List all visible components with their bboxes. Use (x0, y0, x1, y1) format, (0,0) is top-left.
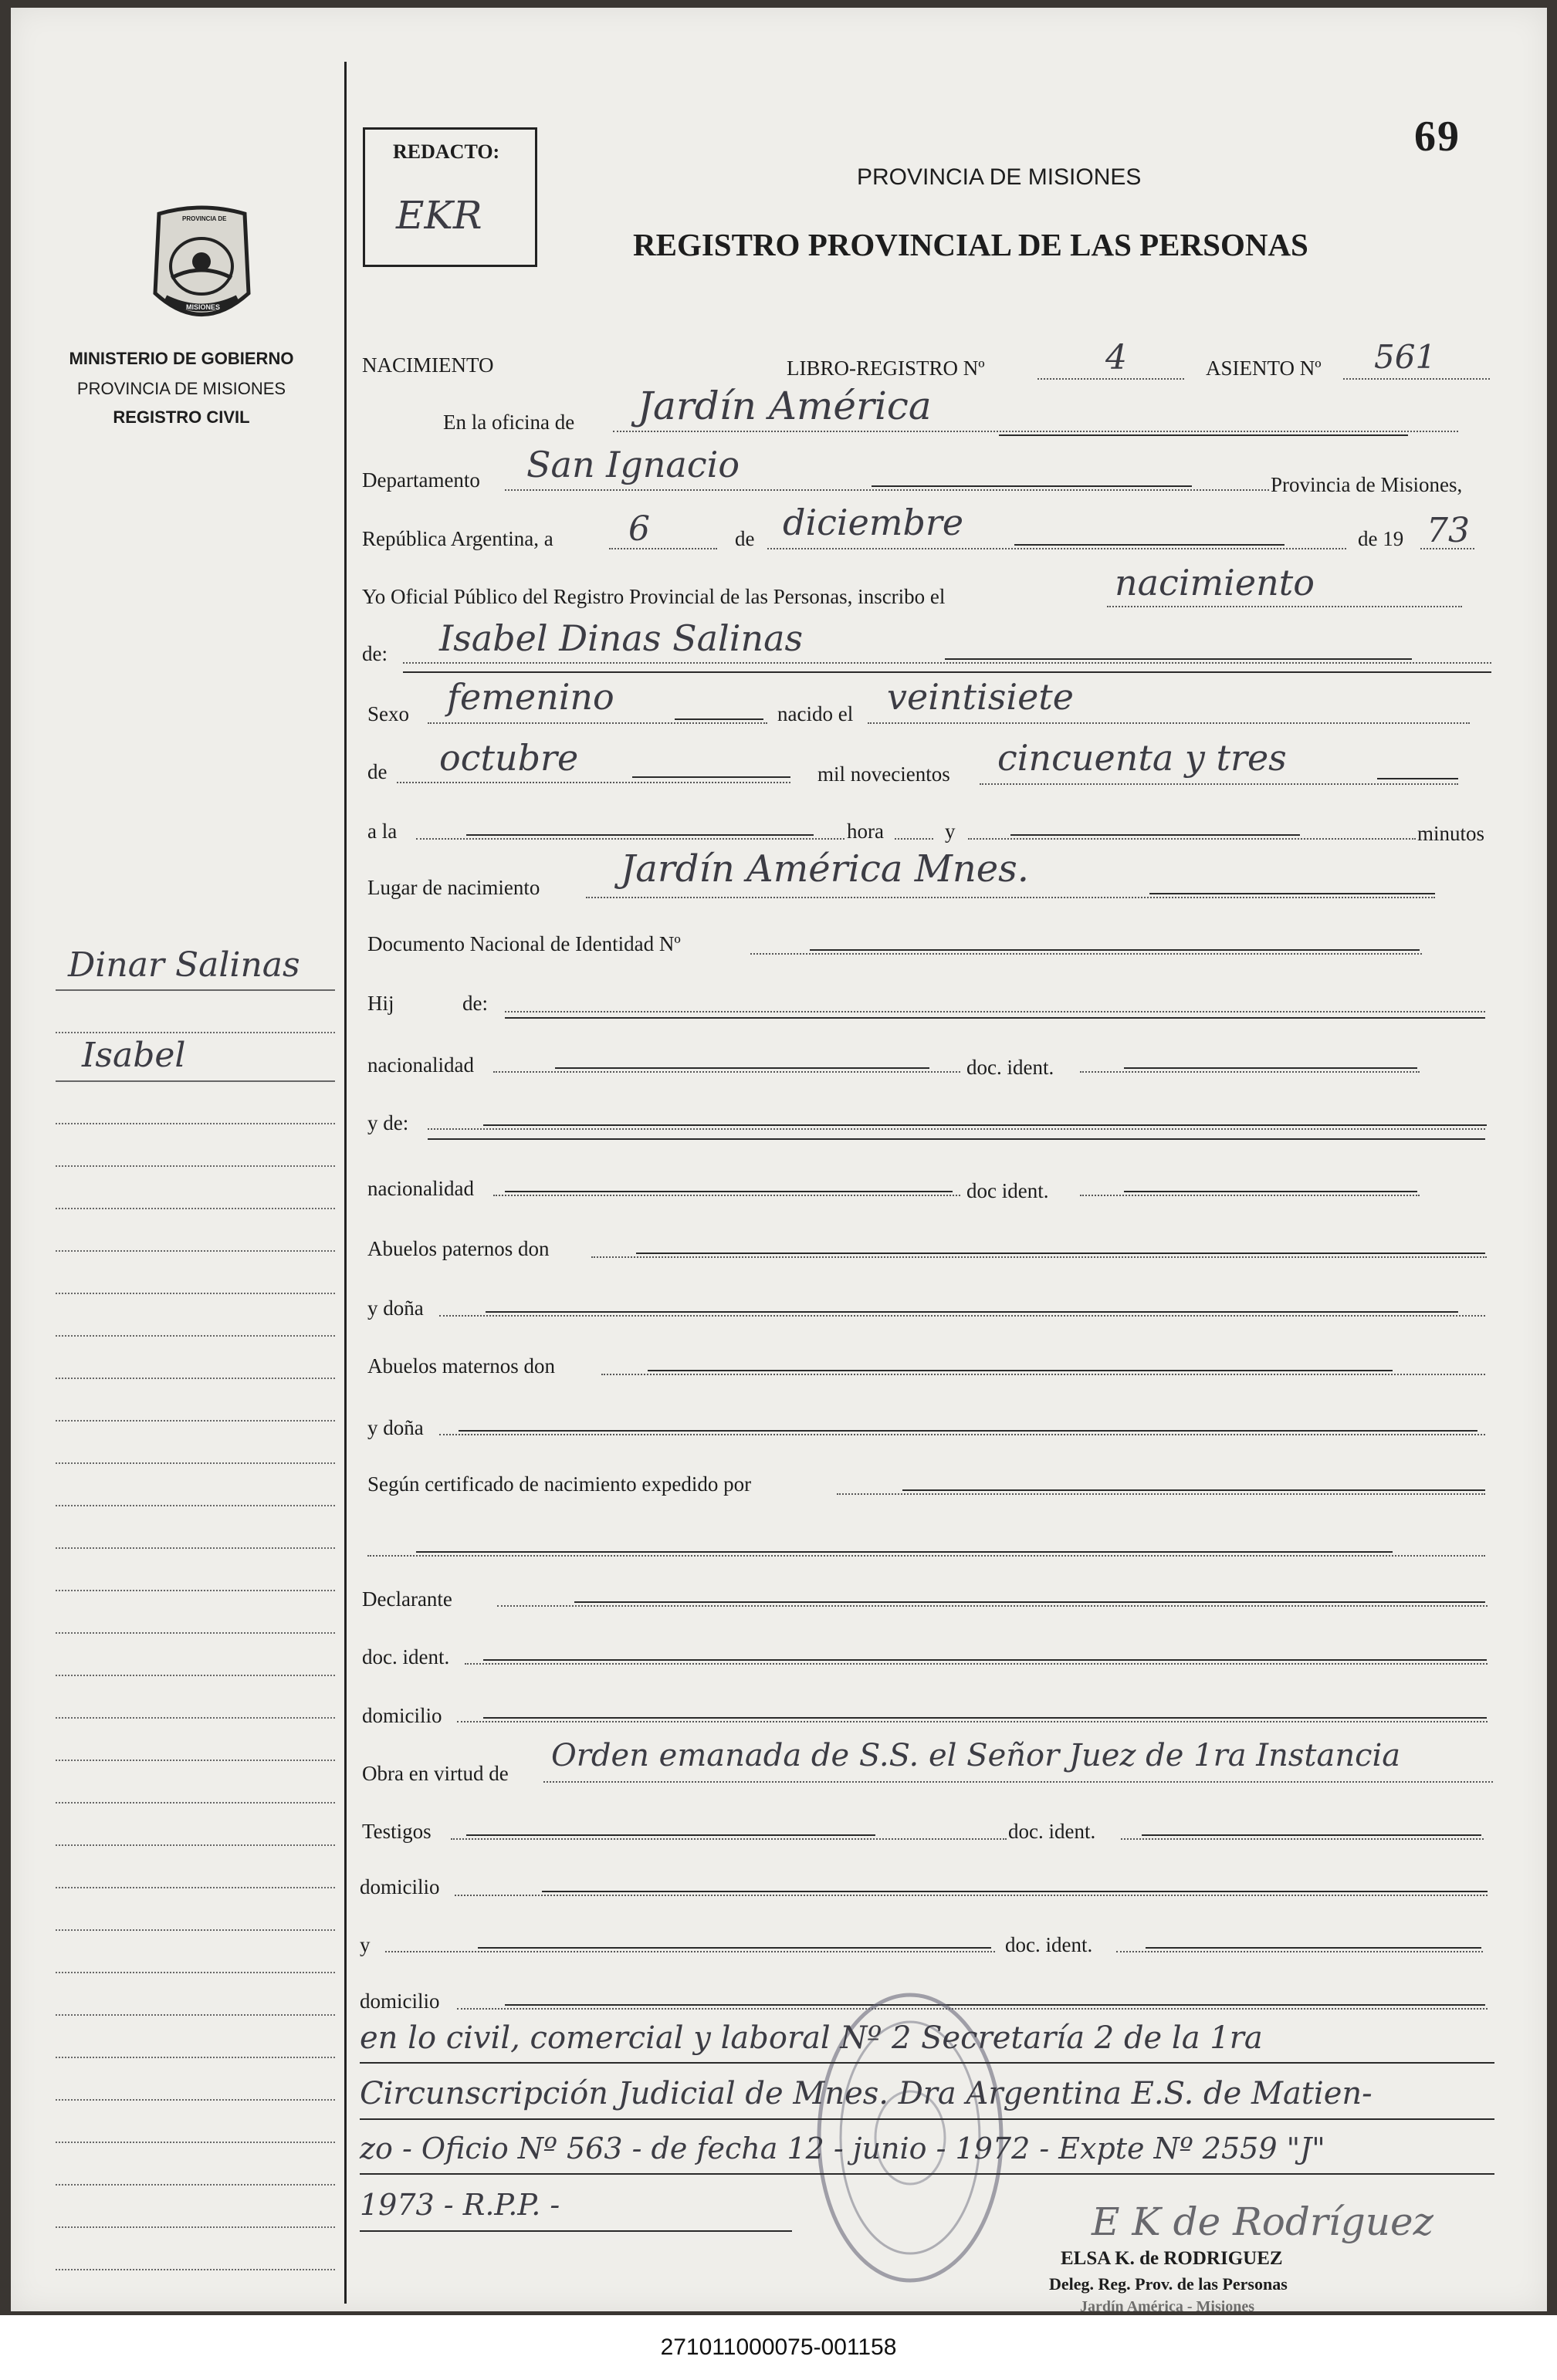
anio-value: 73 (1427, 511, 1470, 550)
signature-location: Jardín América - Misiones (1080, 2298, 1255, 2315)
docident4-label: doc. ident. (1008, 1820, 1096, 1843)
nacionalidad1-line (493, 1071, 960, 1073)
asiento-line (1343, 378, 1490, 380)
margin-rule (56, 1887, 335, 1888)
lugar-line (586, 897, 1435, 898)
nacido-line (868, 722, 1470, 724)
y2-label: y (360, 1933, 371, 1956)
document-page (11, 8, 1547, 2315)
domicilio3-label: domicilio (360, 1990, 440, 2013)
margin-given-name: Isabel (82, 1036, 186, 1075)
minutos-rule (1010, 834, 1300, 836)
continuation-rule-2 (360, 2118, 1494, 2120)
margin-rule (56, 2014, 335, 2016)
ydona1-rule (486, 1311, 1458, 1313)
y2-line (385, 1951, 995, 1952)
ydona2-line (439, 1434, 1485, 1435)
margin-rule (56, 1462, 335, 1464)
anio-nac-value: cincuenta y tres (997, 737, 1287, 779)
declarante-line (497, 1605, 1488, 1607)
margin-rule (56, 1929, 335, 1931)
margin-rule (56, 1844, 335, 1846)
margin-rule (56, 1293, 335, 1294)
margin-rule (56, 1802, 335, 1804)
lugar-label: Lugar de nacimiento (367, 876, 540, 899)
margin-rule (56, 2142, 335, 2143)
ministry-line-2: PROVINCIA DE MISIONES (76, 379, 286, 398)
margin-rule (56, 1505, 335, 1506)
margin-rule (56, 2269, 335, 2270)
hora-line-2 (895, 838, 933, 840)
mes-value: diciembre (783, 502, 964, 543)
ydona2-rule (459, 1430, 1477, 1432)
ydona2-label: y doña (367, 1416, 424, 1439)
abuelos-pat-line (591, 1256, 1487, 1258)
sexo-label: Sexo (367, 702, 409, 725)
de-nombre-label: de: (362, 642, 388, 665)
yde-label: y de: (367, 1111, 409, 1134)
footer-id: 271011000075-001158 (660, 2334, 897, 2360)
signature-name: ELSA K. de RODRIGUEZ (1061, 2248, 1283, 2269)
margin-rule (56, 1632, 335, 1634)
y2-rule (478, 1947, 991, 1949)
documento-rule (810, 949, 1420, 951)
signature-title: Deleg. Reg. Prov. de las Personas (1049, 2274, 1288, 2294)
continuation-rule-1 (360, 2062, 1494, 2064)
margin-rule (56, 1250, 335, 1252)
continuation-line-2: Circunscripción Judicial de Mnes. Dra Argentina E.S. de Matien- (360, 2076, 1373, 2111)
obra-label: Obra en virtud de (362, 1762, 509, 1785)
margin-rule (56, 2099, 335, 2101)
docident2-line (1080, 1195, 1420, 1196)
seal-bottom-text: MISIONES (186, 303, 221, 311)
seal-top-text: PROVINCIA DE (182, 215, 227, 222)
docident4-rule (1142, 1834, 1481, 1836)
sexo-rule (675, 718, 763, 720)
nacionalidad2-line (493, 1195, 960, 1196)
abuelos-pat-rule (636, 1253, 1485, 1254)
ministry-line-1: MINISTERIO DE GOBIERNO (69, 349, 294, 368)
footer-strip (0, 2315, 1557, 2380)
docident1-line (1080, 1071, 1420, 1073)
hij-rule (505, 1017, 1485, 1019)
continuation-line-4: 1973 - R.P.P. - (360, 2188, 560, 2222)
minutos-line (968, 838, 1416, 840)
hij-de-label: de: (462, 992, 488, 1015)
departamento-value: San Ignacio (526, 444, 740, 485)
lugar-rule (1149, 893, 1435, 894)
y-label: y (945, 820, 956, 843)
nombre-rule (945, 658, 1412, 660)
mes-nac-value: octubre (439, 737, 579, 779)
abuelos-mat-rule (648, 1370, 1393, 1371)
segun-rule-2 (416, 1551, 1393, 1553)
docident3-label: doc. ident. (362, 1645, 450, 1668)
yde-line (428, 1128, 1485, 1130)
segun-rule (902, 1489, 1485, 1491)
docident2-label: doc ident. (966, 1179, 1049, 1202)
de2-label: de (367, 760, 388, 783)
yde-rule-2 (428, 1138, 1485, 1140)
margin-rule (56, 2057, 335, 2058)
margin-rule (56, 1123, 335, 1124)
continuation-line-1: en lo civil, comercial y laboral Nº 2 Secretaría 2 de la 1ra (360, 2020, 1263, 2056)
ydona1-line (439, 1315, 1485, 1317)
mil-label: mil novecientos (817, 762, 950, 786)
provincia-label: Provincia de Misiones, (1271, 473, 1463, 496)
continuation-line-3: zo - Oficio Nº 563 - de fecha 12 - junio - 1972 - Expte Nº 2559 "J" (360, 2132, 1325, 2165)
docident5-line (1116, 1951, 1483, 1952)
domicilio1-line (457, 1721, 1488, 1722)
testigos-label: Testigos (362, 1820, 432, 1843)
domicilio2-line (455, 1895, 1488, 1896)
hora-label: hora (847, 820, 884, 843)
continuation-rule-3 (360, 2173, 1494, 2175)
docident1-label: doc. ident. (966, 1056, 1054, 1079)
registry-title: REGISTRO PROVINCIAL DE LAS PERSONAS (633, 227, 1308, 262)
segun-label: Según certificado de nacimiento expedido por (367, 1472, 752, 1496)
margin-rule (56, 1032, 335, 1033)
redacto-box (363, 127, 537, 267)
yde-rule (483, 1124, 1487, 1126)
testigos-line (451, 1838, 1007, 1840)
abuelos-mat-label: Abuelos maternos don (367, 1354, 555, 1378)
obra-line (543, 1781, 1493, 1783)
declarante-rule (574, 1601, 1485, 1603)
margin-rule (56, 1760, 335, 1761)
nacido-value: veintisiete (887, 676, 1074, 718)
margin-rule (56, 1208, 335, 1209)
continuation-rule-4 (360, 2230, 792, 2232)
de-label: de (735, 527, 755, 550)
margin-rule (56, 989, 335, 991)
lugar-value: Jardín América Mnes. (621, 847, 1030, 891)
margin-rule (56, 1080, 335, 1082)
margin-rule (56, 2184, 335, 2186)
testigos-rule (466, 1834, 875, 1836)
anio-nac-rule (1377, 778, 1458, 779)
margin-rule (56, 2226, 335, 2228)
margin-rule (56, 1335, 335, 1337)
nombre-rule-2 (403, 671, 1491, 673)
province-heading: PROVINCIA DE MISIONES (857, 164, 1142, 190)
hij-line (505, 1011, 1485, 1013)
departamento-rule (872, 485, 1192, 487)
docident5-rule (1146, 1947, 1481, 1949)
redacto-label: REDACTO: (393, 140, 500, 163)
nombre-value: Isabel Dinas Salinas (439, 617, 804, 659)
dia-line (609, 548, 717, 549)
oficina-line (613, 431, 1458, 432)
sexo-line (428, 722, 767, 724)
page-number: 69 (1414, 113, 1461, 161)
libro-line (1037, 378, 1184, 380)
segun-line (837, 1493, 1485, 1495)
oficina-label: En la oficina de (443, 411, 575, 434)
documento-line (750, 953, 1422, 955)
oficina-value: Jardín América (638, 384, 932, 428)
domicilio1-rule (483, 1717, 1487, 1719)
domicilio2-label: domicilio (360, 1875, 440, 1898)
margin-surname: Dinar Salinas (68, 945, 300, 985)
docident2-rule (1124, 1191, 1417, 1192)
libro-label: LIBRO-REGISTRO Nº (787, 357, 985, 380)
sexo-value: femenino (447, 676, 614, 718)
hora-rule (466, 834, 814, 836)
hora-line (416, 838, 845, 840)
docident4-line (1121, 1838, 1484, 1840)
docident3-line (465, 1663, 1488, 1665)
departamento-label: Departamento (362, 468, 480, 492)
oficial-line (1107, 606, 1462, 607)
de19-label: de 19 (1358, 527, 1404, 550)
hij-label: Hij (367, 992, 394, 1015)
docident3-rule (483, 1659, 1487, 1661)
obra-value: Orden emanada de S.S. el Señor Juez de 1ra Instancia (551, 1738, 1401, 1773)
asiento-label: ASIENTO Nº (1206, 357, 1322, 380)
libro-value: 4 (1105, 338, 1127, 377)
mes-line (767, 548, 1346, 549)
oficina-rule (999, 434, 1408, 436)
margin-rule (56, 1165, 335, 1167)
nacimiento-label: NACIMIENTO (362, 353, 494, 377)
margin-rule (56, 1547, 335, 1549)
ministry-line-3: REGISTRO CIVIL (113, 407, 250, 427)
nacionalidad1-label: nacionalidad (367, 1053, 474, 1077)
signature-handwritten: E K de Rodríguez (1092, 2199, 1433, 2244)
segun-line-2 (367, 1555, 1485, 1557)
margin-rule (56, 1420, 335, 1422)
minutos-label: minutos (1417, 822, 1485, 845)
abuelos-mat-line (601, 1374, 1485, 1375)
departamento-line (505, 489, 1269, 491)
provincial-seal (142, 205, 262, 332)
asiento-value: 561 (1374, 338, 1437, 376)
coat-of-arms-icon (142, 205, 262, 332)
nacido-label: nacido el (777, 702, 854, 725)
domicilio2-rule (542, 1891, 1488, 1892)
documento-label: Documento Nacional de Identidad Nº (367, 932, 681, 955)
nombre-line (403, 662, 1491, 664)
oficial-value: nacimiento (1115, 562, 1315, 603)
margin-rule (56, 1972, 335, 1973)
anio-nac-line (980, 783, 1458, 785)
mes-rule (1014, 544, 1285, 546)
domicilio1-label: domicilio (362, 1704, 442, 1727)
ala-label: a la (367, 820, 398, 843)
margin-rule (56, 1378, 335, 1379)
docident1-rule (1124, 1067, 1417, 1069)
nacionalidad2-rule (505, 1191, 953, 1192)
mes-nac-line (397, 782, 790, 783)
mes-nac-rule (632, 776, 790, 778)
ydona1-label: y doña (367, 1296, 424, 1320)
margin-rule (56, 1717, 335, 1719)
oficial-text: Yo Oficial Público del Registro Provincial de las Personas, inscribo el (362, 585, 946, 608)
margin-rule (56, 1675, 335, 1676)
docident5-label: doc. ident. (1005, 1933, 1093, 1956)
republica-label: República Argentina, a (362, 527, 553, 550)
abuelos-pat-label: Abuelos paternos don (367, 1237, 550, 1260)
dia-value: 6 (628, 509, 650, 549)
redacto-value: EKR (396, 193, 482, 238)
nacionalidad2-label: nacionalidad (367, 1177, 474, 1200)
nacionalidad1-rule (555, 1067, 929, 1069)
declarante-label: Declarante (362, 1587, 452, 1611)
margin-rule (56, 1590, 335, 1591)
margin-vertical-line (344, 62, 347, 2304)
